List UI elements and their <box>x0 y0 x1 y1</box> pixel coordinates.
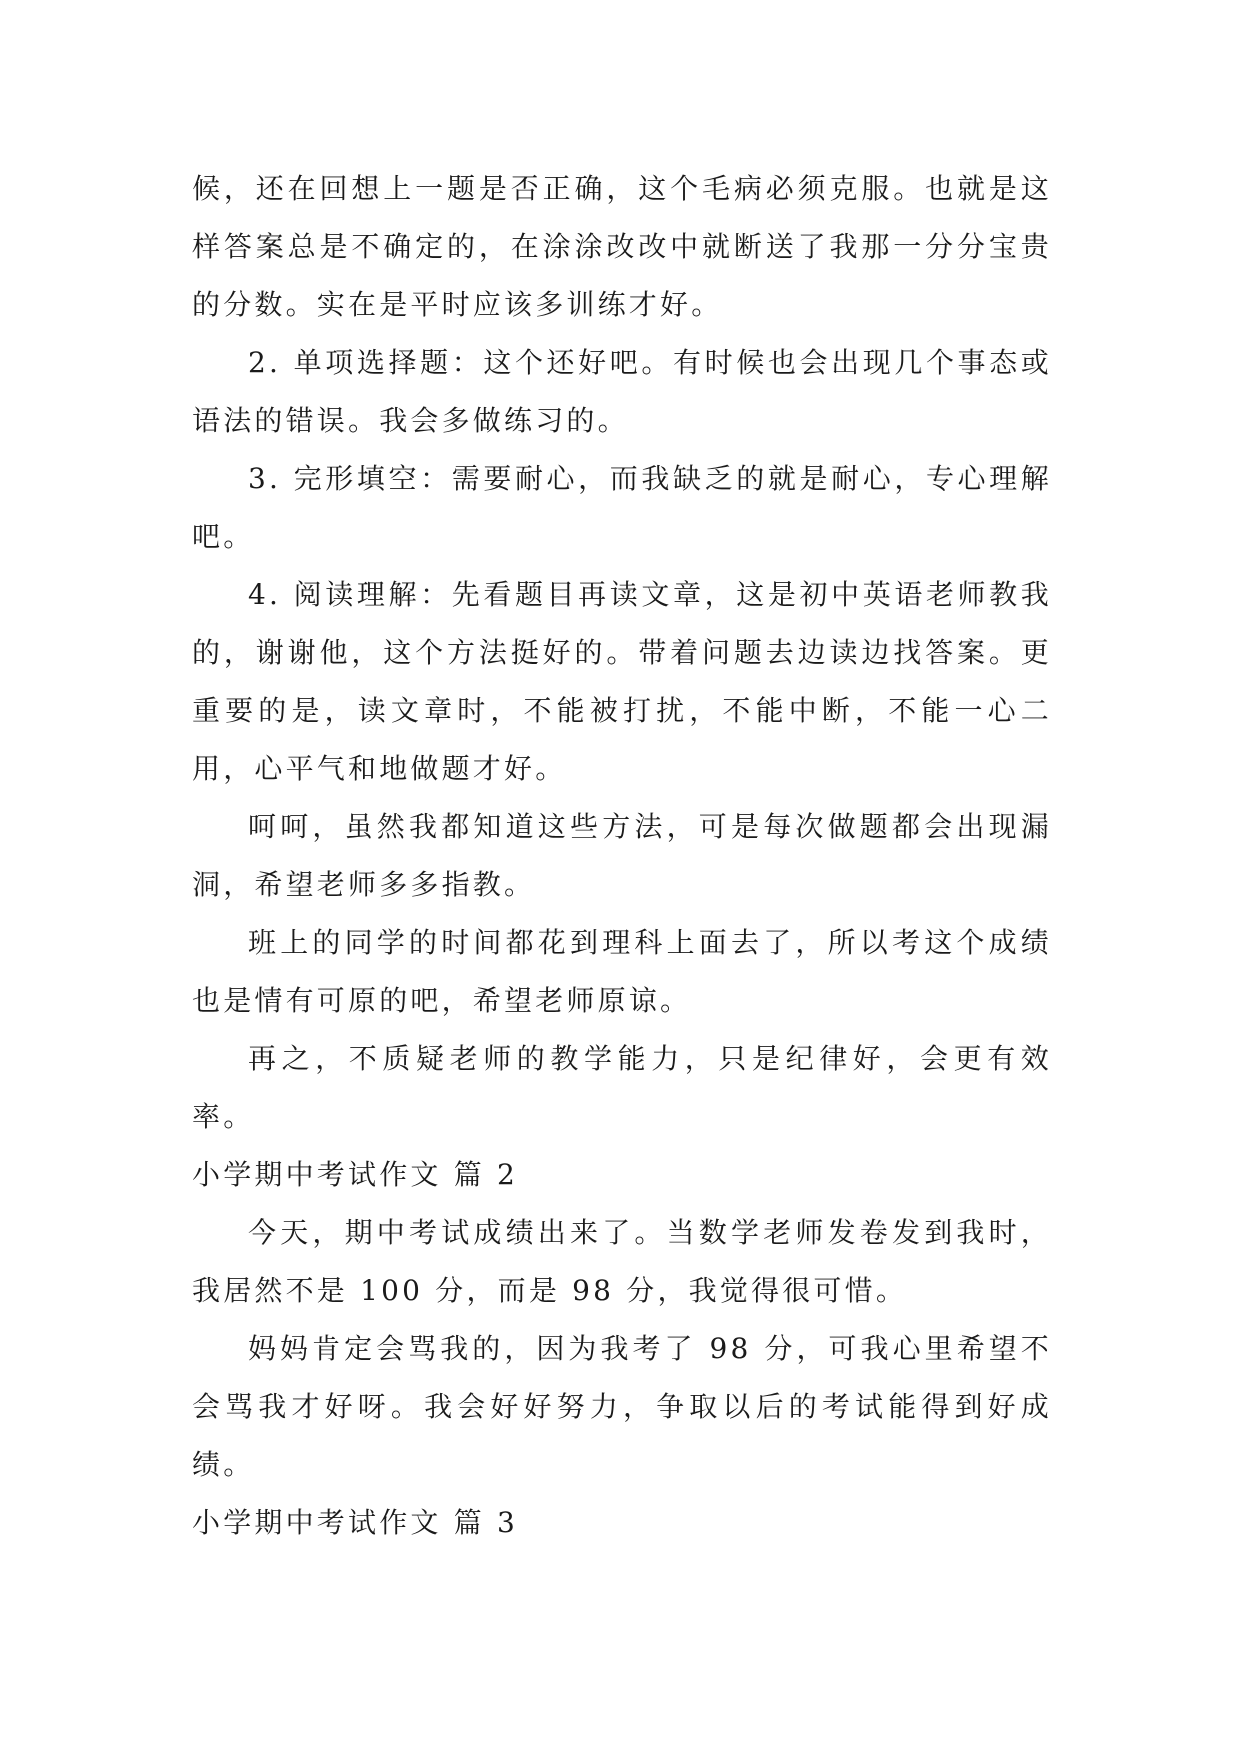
paragraph: 3. 完形填空：需要耐心，而我缺乏的就是耐心，专心理解吧。 <box>192 462 1052 553</box>
document-page <box>192 160 1052 1552</box>
paragraph: 2. 单项选择题：这个还好吧。有时候也会出现几个事态或语法的错误。我会多做练习的。 <box>192 346 1052 437</box>
paragraph: 呵呵，虽然我都知道这些方法，可是每次做题都会出现漏洞，希望老师多多指教。 <box>192 810 1052 901</box>
paragraph: 候，还在回想上一题是否正确，这个毛病必须克服。也就是这样答案总是不确定的，在涂涂改改中就断送了我那一分分宝贵的分数。实在是平时应该多训练才好。 <box>192 172 1052 321</box>
paragraph: 再之，不质疑老师的教学能力，只是纪律好，会更有效率。 <box>192 1042 1052 1133</box>
section-heading: 小学期中考试作文 篇 3 <box>192 1506 519 1539</box>
paragraph: 妈妈肯定会骂我的，因为我考了 98 分，可我心里希望不会骂我才好呀。我会好好努力，争取以后的考试能得到好成绩。 <box>192 1332 1052 1481</box>
paragraph: 今天，期中考试成绩出来了。当数学老师发卷发到我时，我居然不是 100 分，而是 98 分，我觉得很可惜。 <box>192 1216 1052 1307</box>
section-heading: 小学期中考试作文 篇 2 <box>192 1158 519 1191</box>
paragraph: 班上的同学的时间都花到理科上面去了，所以考这个成绩也是情有可原的吧，希望老师原谅。 <box>192 926 1052 1017</box>
paragraph: 4. 阅读理解：先看题目再读文章，这是初中英语老师教我的，谢谢他，这个方法挺好的。带着问题去边读边找答案。更重要的是，读文章时，不能被打扰，不能中断，不能一心二用，心平气和地做题才好。 <box>192 578 1052 785</box>
